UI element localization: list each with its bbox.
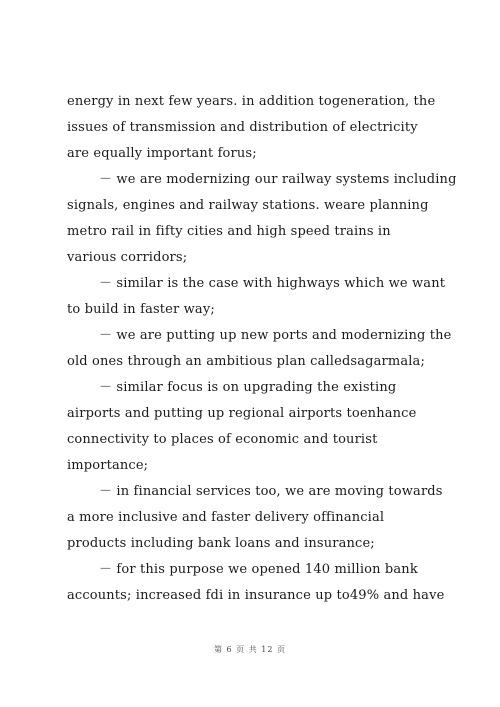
text-line: metro rail in fifty cities and high speed trains in: [67, 224, 391, 239]
bullet-line: － in financial services too, we are moving towards: [99, 484, 443, 499]
body-text: [67, 89, 457, 609]
text-line: accounts; increased fdi in insurance up to49% and have: [67, 588, 445, 603]
bullet-line: － for this purpose we opened 140 million bank: [99, 562, 418, 577]
bullet-line: － similar is the case with highways which we want: [99, 276, 446, 291]
bullet-line: － we are modernizing our railway systems including: [99, 172, 457, 187]
bullet-line: － we are putting up new ports and modernizing the: [99, 328, 452, 343]
text-line: issues of transmission and distribution of electricity: [67, 120, 418, 135]
text-line: a more inclusive and faster delivery offinancial: [67, 510, 385, 525]
text-line: to build in faster way;: [67, 302, 215, 317]
text-line: importance;: [67, 458, 149, 473]
text-line: products including bank loans and insurance;: [67, 536, 375, 551]
page-number-footer: 第 6 页 共 12 页: [214, 645, 286, 654]
text-line: various corridors;: [67, 250, 188, 265]
bullet-line: － similar focus is on upgrading the existing: [99, 380, 397, 395]
text-line: connectivity to places of economic and tourist: [67, 432, 378, 447]
text-line: old ones through an ambitious plan calledsagarmala;: [67, 354, 425, 369]
text-line: signals, engines and railway stations. weare planning: [67, 198, 429, 213]
text-line: airports and putting up regional airports toenhance: [67, 406, 417, 421]
text-line: energy in next few years. in addition togeneration, the: [67, 94, 436, 109]
text-line: are equally important forus;: [67, 146, 257, 161]
